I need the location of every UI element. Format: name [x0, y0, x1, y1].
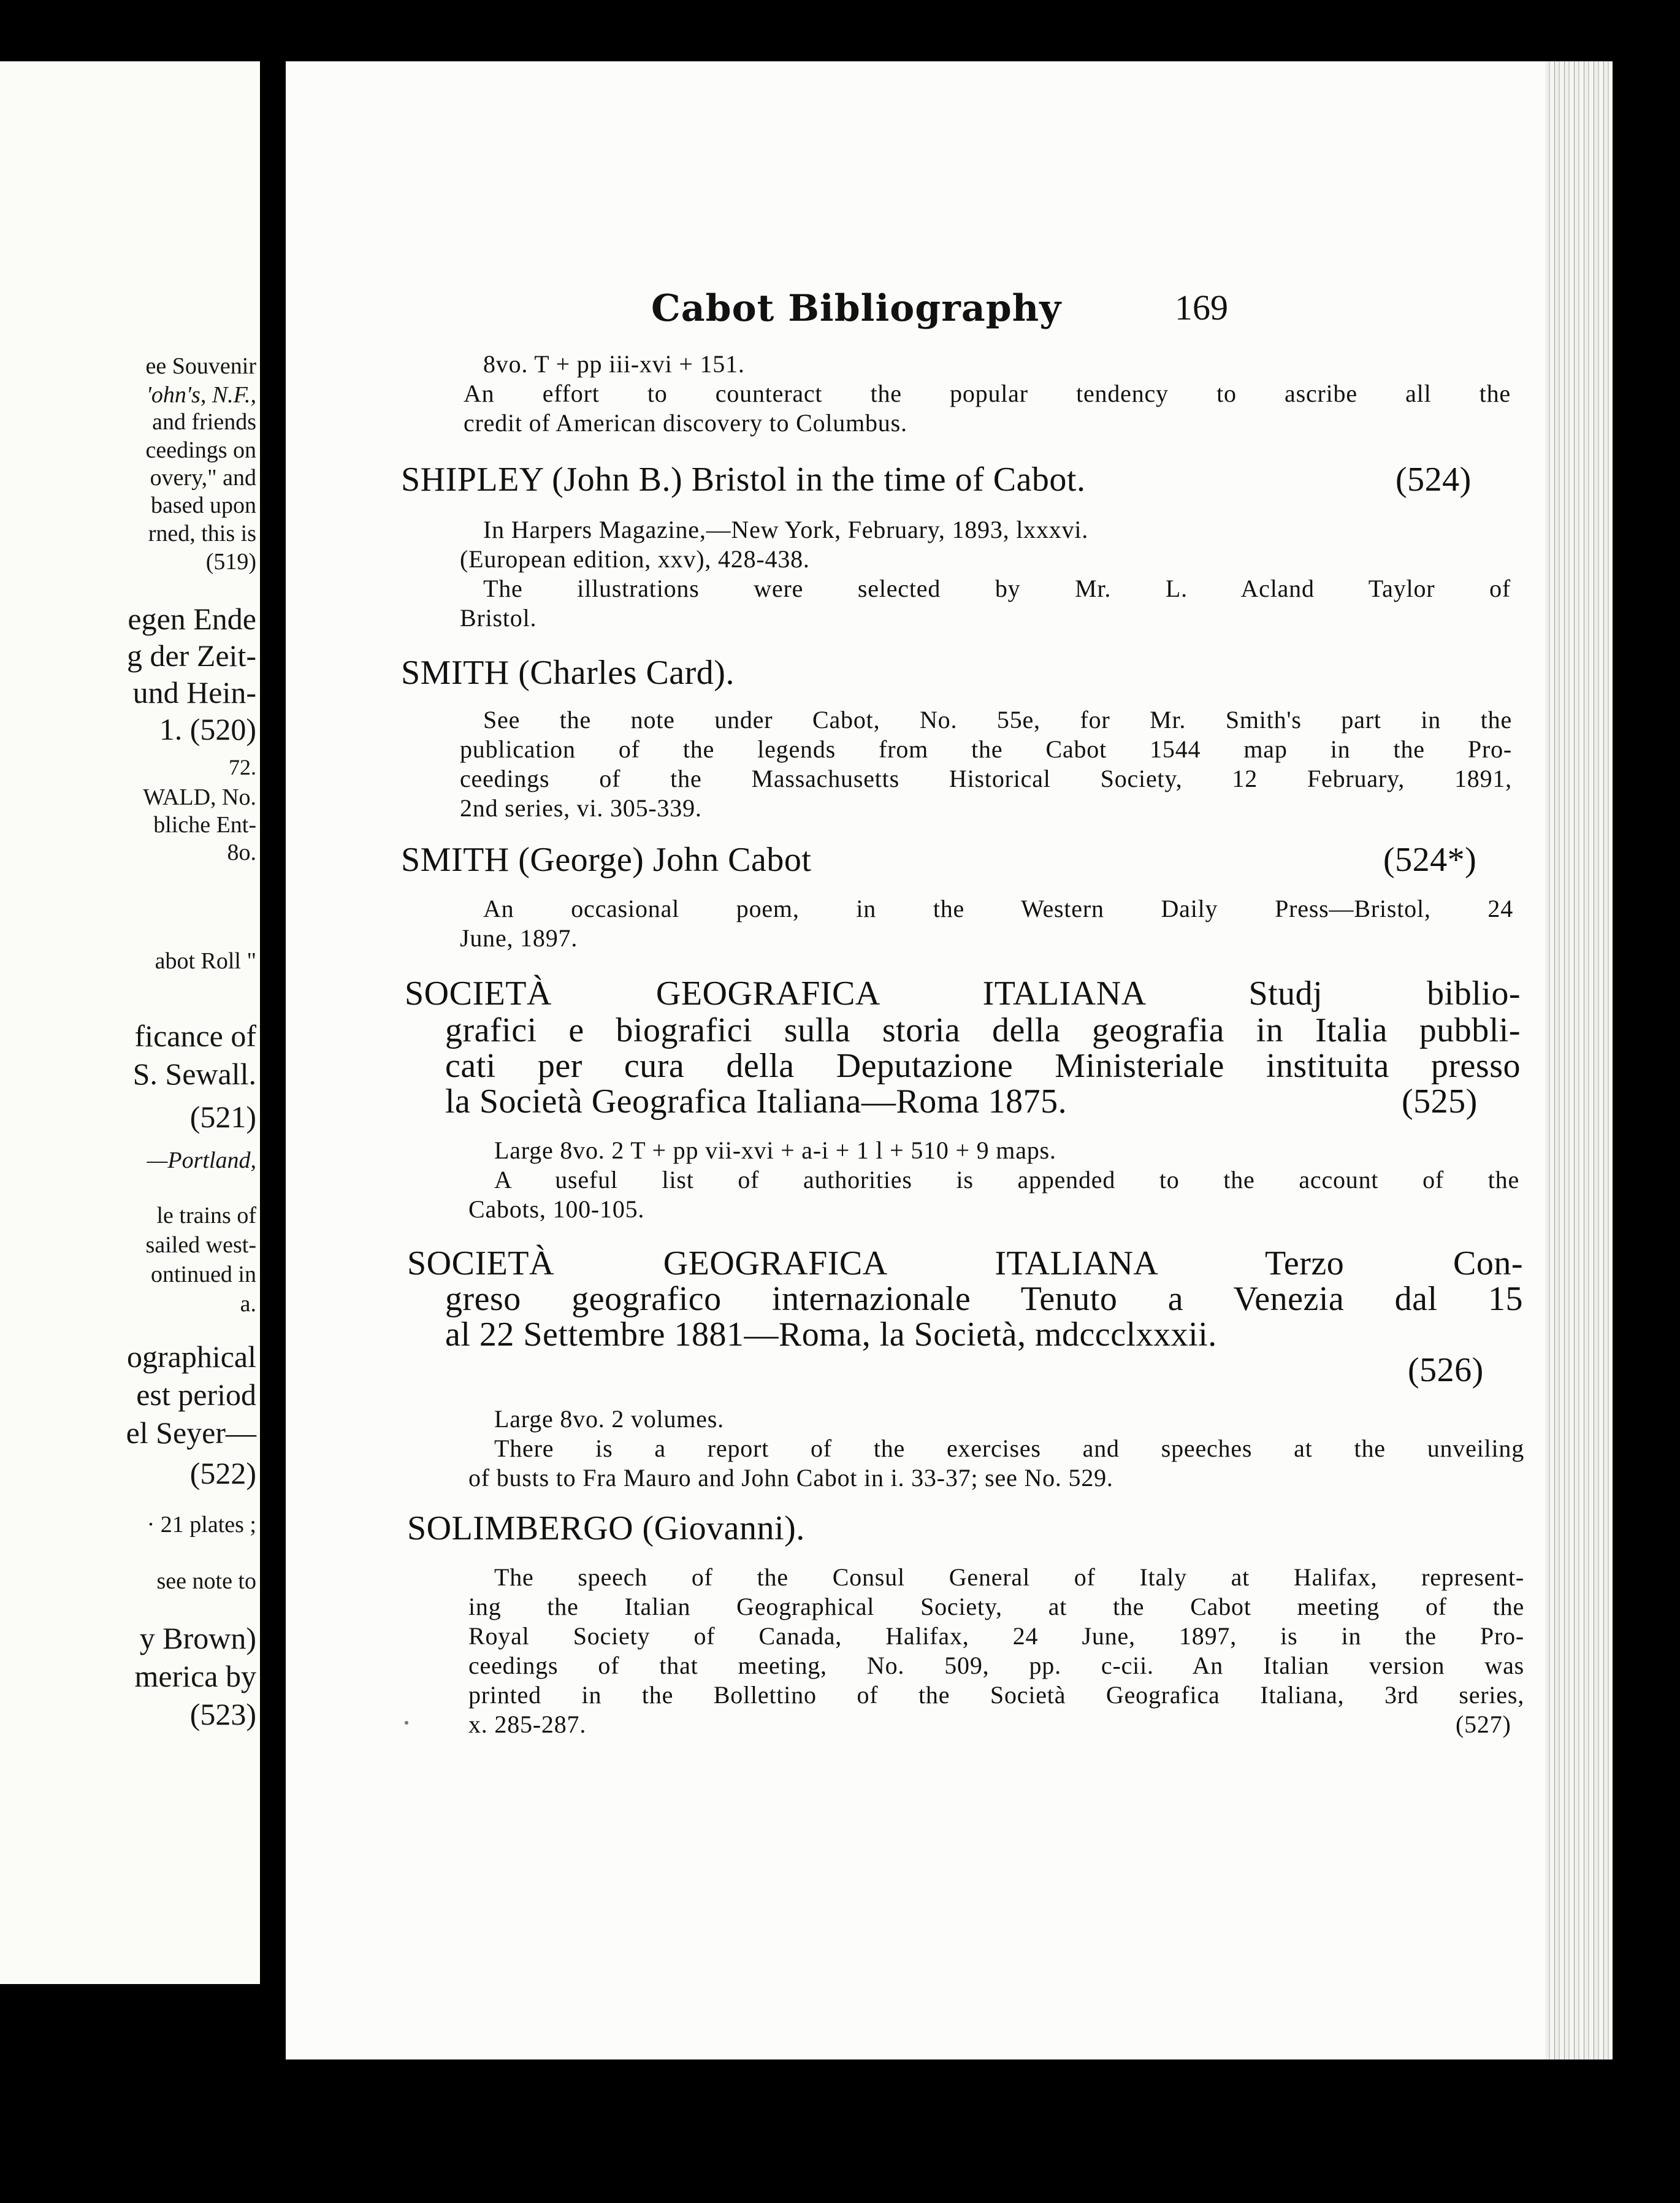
entry-line: publication of the legends from the Cabot 1544 map in the Pro- [460, 735, 1512, 763]
left-line: ficance of [134, 1019, 256, 1053]
left-line: g der Zeit- [126, 638, 256, 673]
left-line: and friends [152, 409, 256, 435]
entry-heading: al 22 Settembre 1881—Roma, la Società, mdccclxxxii. [445, 1316, 1217, 1354]
left-line: based upon [150, 492, 256, 518]
entry-number: (526) [1408, 1351, 1484, 1389]
entry-line: printed in the Bollettino of the Società Geografica Italiana, 3rd series, [468, 1681, 1524, 1709]
entry-line: 2nd series, vi. 305-339. [460, 794, 702, 822]
intro-line: credit of American discovery to Columbus. [464, 409, 907, 437]
entry-heading: la Società Geografica Italiana—Roma 1875. [445, 1082, 1067, 1121]
left-line: overy," and [150, 465, 256, 491]
left-line: rned, this is [148, 521, 256, 546]
left-line: ontinued in [150, 1262, 256, 1287]
entry-heading: SOLIMBERGO (Giovanni). [407, 1509, 805, 1547]
right-page [286, 61, 1610, 2059]
entry-number: (524*) [1383, 841, 1477, 879]
entry-line: Large 8vo. 2 volumes. [494, 1405, 724, 1433]
ink-speck [405, 1721, 408, 1725]
running-header-title: Cabot Bibliography [651, 287, 1062, 330]
left-line: abot Roll " [155, 948, 256, 974]
left-line: a. [240, 1291, 256, 1317]
left-line: egen Ende [128, 602, 256, 636]
entry-line: x. 285-287. [468, 1711, 587, 1738]
left-line: est period [136, 1377, 256, 1412]
left-line: 1. (520) [159, 712, 256, 746]
left-line: ee Souvenir [145, 353, 256, 379]
left-line: merica by [134, 1659, 256, 1693]
entry-line: Large 8vo. 2 T + pp vii-xvi + a-i + 1 l + 510 + 9 maps. [494, 1136, 1056, 1164]
left-line: 8o. [227, 840, 256, 865]
left-line: (521) [189, 1100, 256, 1134]
entry-heading: SMITH (George) John Cabot [401, 841, 812, 879]
entry-heading: greso geografico internazionale Tenuto a Venezia dal 15 [445, 1280, 1523, 1318]
entry-line: An occasional poem, in the Western Daily Press—Bristol, 24 [483, 895, 1513, 922]
entry-line: of busts to Fra Mauro and John Cabot in i. 33-37; see No. 529. [468, 1464, 1113, 1492]
left-line: (519) [205, 549, 256, 575]
entry-number: (525) [1402, 1082, 1478, 1121]
entry-line: June, 1897. [460, 924, 578, 952]
intro-line: 8vo. T + pp iii-xvi + 151. [483, 350, 745, 378]
left-line: see note to [156, 1568, 256, 1594]
left-line: (522) [189, 1456, 256, 1490]
left-line: 'ohn's, N.F., [146, 382, 256, 408]
intro-line: An effort to counteract the popular tendency to ascribe all the [464, 380, 1511, 407]
entry-heading: grafici e biografici sulla storia della geografia in Italia pubbli- [445, 1011, 1521, 1049]
entry-line: ing the Italian Geographical Society, at the Cabot meeting of the [468, 1593, 1524, 1620]
entry-line: A useful list of authorities is appended to the account of the [494, 1166, 1519, 1193]
left-line: —Portland, [147, 1147, 256, 1173]
entry-line: (European edition, xxv), 428-438. [460, 545, 810, 573]
left-line: (523) [189, 1697, 256, 1731]
left-line: S. Sewall. [132, 1057, 256, 1091]
left-line: bliche Ent- [153, 812, 256, 838]
left-line: · 21 plates ; [147, 1512, 256, 1538]
entry-heading: SHIPLEY (John B.) Bristol in the time of Cabot. [401, 461, 1086, 499]
entry-number: (524) [1396, 461, 1472, 499]
left-line: und Hein- [132, 675, 256, 710]
entry-line: See the note under Cabot, No. 55e, for Mr. Smith's part in the [483, 706, 1512, 734]
entry-line: The illustrations were selected by Mr. L. Acland Taylor of [483, 575, 1511, 602]
left-line: 72. [229, 755, 256, 780]
entry-heading: SOCIETÀ GEOGRAFICA ITALIANA Studj bibliо- [405, 975, 1521, 1013]
entry-line: Cabots, 100-105. [468, 1195, 645, 1223]
page-number: 169 [1175, 288, 1228, 328]
entry-line: Royal Society of Canada, Halifax, 24 June, 1897, is in the Pro- [468, 1622, 1524, 1650]
entry-heading: SOCIETÀ GEOGRAFICA ITALIANA Terzo Con- [407, 1244, 1523, 1282]
entry-line: ceedings of the Massachusetts Historical Society, 12 February, 1891, [460, 765, 1512, 792]
entry-line: There is a report of the exercises and speeches at the unveiling [494, 1435, 1524, 1462]
left-line: WALD, No. [143, 784, 256, 810]
entry-heading: cati per cura della Deputazione Ministeriale instituita presso [445, 1047, 1521, 1085]
entry-line: Bristol. [460, 604, 537, 632]
left-line: y Brown) [139, 1621, 256, 1655]
left-facing-page [0, 61, 260, 1984]
entry-number: (527) [1456, 1711, 1511, 1738]
entry-heading: SMITH (Charles Card). [401, 654, 735, 692]
entry-line: The speech of the Consul General of Italy at Halifax, represent- [494, 1563, 1524, 1591]
left-line: le trains of [156, 1203, 256, 1228]
entry-line: In Harpers Magazine,—New York, February, 1893, lxxxvi. [483, 516, 1089, 543]
page-stack-edge [1545, 61, 1613, 2059]
left-line: ceedings on [145, 437, 256, 463]
left-line: ographical [126, 1339, 256, 1374]
left-line: sailed west- [145, 1232, 256, 1258]
entry-line: ceedings of that meeting, No. 509, pp. c-cii. An Italian version was [468, 1652, 1524, 1679]
left-line: el Seyer— [126, 1416, 256, 1450]
